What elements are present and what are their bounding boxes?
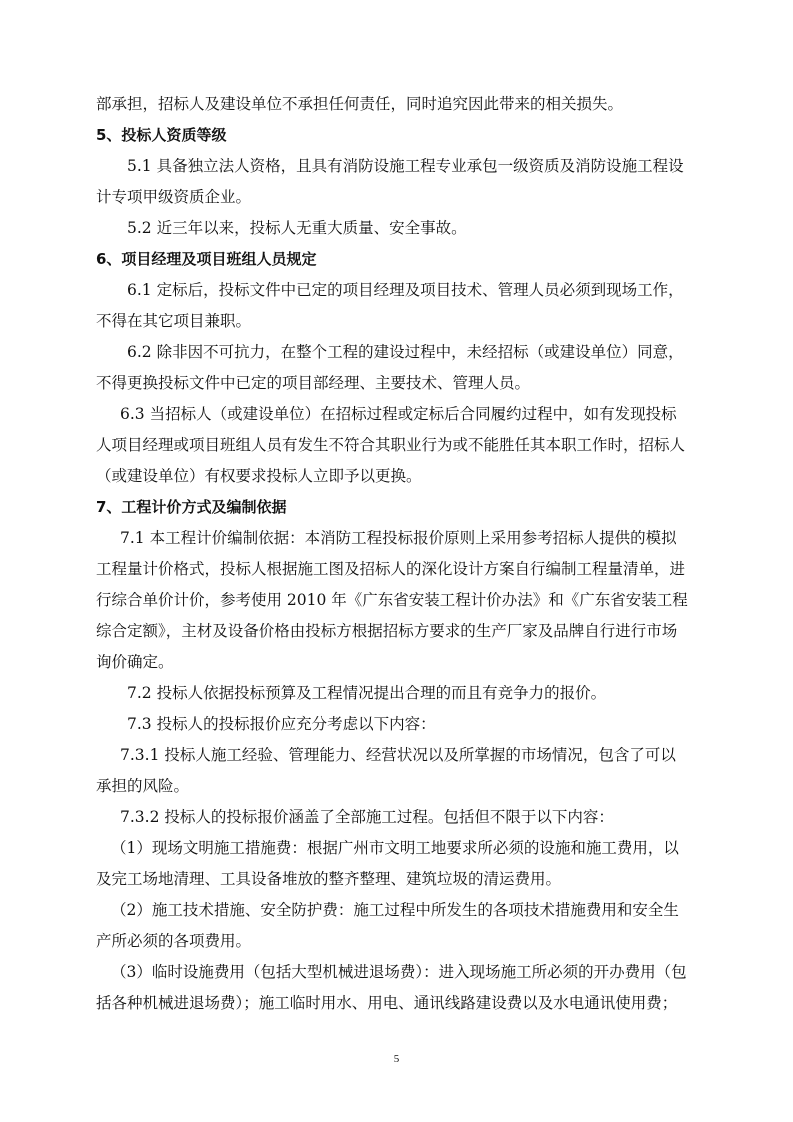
clause-6-3: 6.3 当招标人（或建设单位）在招标过程或定标后合同履约过程中，如有发现投标 [120,405,677,423]
clause-7-2: 7.2 投标人依据投标预算及工程情况提出合理的而且有竞争力的报价。 [127,684,607,702]
clause-6-2: 6.2 除非因不可抗力，在整个工程的建设过程中，未经招标（或建设单位）同意， [127,343,684,361]
clause-5-1: 5.1 具备独立法人资格，且具有消防设施工程专业承包一级资质及消防设施工程设 [127,157,684,175]
body-text-line: 括各种机械进退场费）；施工临时用水、用电、通讯线路建设费以及水电通讯使用费； [96,994,678,1012]
section-heading-6: 6、项目经理及项目班组人员规定 [96,250,317,268]
clause-6-1: 6.1 定标后，投标文件中已定的项目经理及项目技术、管理人员必须到现场工作， [127,281,684,299]
page-number: 5 [393,1053,400,1065]
section-heading-5: 5、投标人资质等级 [96,126,227,144]
clause-5-2: 5.2 近三年以来，投标人无重大质量、安全事故。 [127,219,467,237]
body-text-line: 部承担，招标人及建设单位不承担任何责任，同时追究因此带来的相关损失。 [96,95,624,113]
item-2: （2）施工技术措施、安全防护费：施工过程中所发生的各项技术措施费用和安全生 [111,901,679,919]
body-text-line: 产所必须的各项费用。 [96,932,252,950]
body-text-line: 不得在其它项目兼职。 [96,312,252,330]
body-text-line: （或建设单位）有权要求投标人立即予以更换。 [96,467,422,485]
body-text-line: 综合定额》，主材及设备价格由投标方根据招标方要求的生产厂家及品牌自行进行市场 [96,622,678,640]
body-text-line: 不得更换投标文件中已定的项目部经理、主要技术、管理人员。 [96,374,531,392]
body-text-line: 计专项甲级资质企业。 [96,188,252,206]
clause-7-3-2: 7.3.2 投标人的投标报价涵盖了全部施工过程。包括但不限于以下内容： [120,808,614,826]
section-heading-7: 7、工程计价方式及编制依据 [96,498,287,516]
document-body [96,89,700,1019]
body-text-line: 询价确定。 [96,653,174,671]
item-3: （3）临时设施费用（包括大型机械进退场费）：进入现场施工所必须的开办费用（包 [111,963,687,981]
item-1: （1）现场文明施工措施费：根据广州市文明工地要求所必须的设施和施工费用，以 [111,839,679,857]
body-text-line: 人项目经理或项目班组人员有发生不符合其职业行为或不能胜任其本职工作时，招标人 [96,436,686,454]
body-text-line: 承担的风险。 [96,777,190,795]
body-text-line: 工程量计价格式，投标人根据施工图及招标人的深化设计方案自行编制工程量清单，进 [96,560,686,578]
clause-7-3-1: 7.3.1 投标人施工经验、管理能力、经营状况以及所掌握的市场情况，包含了可以 [120,746,676,764]
body-text-line: 及完工场地清理、工具设备堆放的整齐整理、建筑垃圾的清运费用。 [96,870,562,888]
body-text-line: 行综合单价计价，参考使用 2010 年《广东省安装工程计价办法》和《广东省安装工程 [96,591,688,609]
clause-7-3: 7.3 投标人的投标报价应充分考虑以下内容： [127,715,436,733]
clause-7-1: 7.1 本工程计价编制依据：本消防工程投标报价原则上采用参考招标人提供的模拟 [120,529,677,547]
